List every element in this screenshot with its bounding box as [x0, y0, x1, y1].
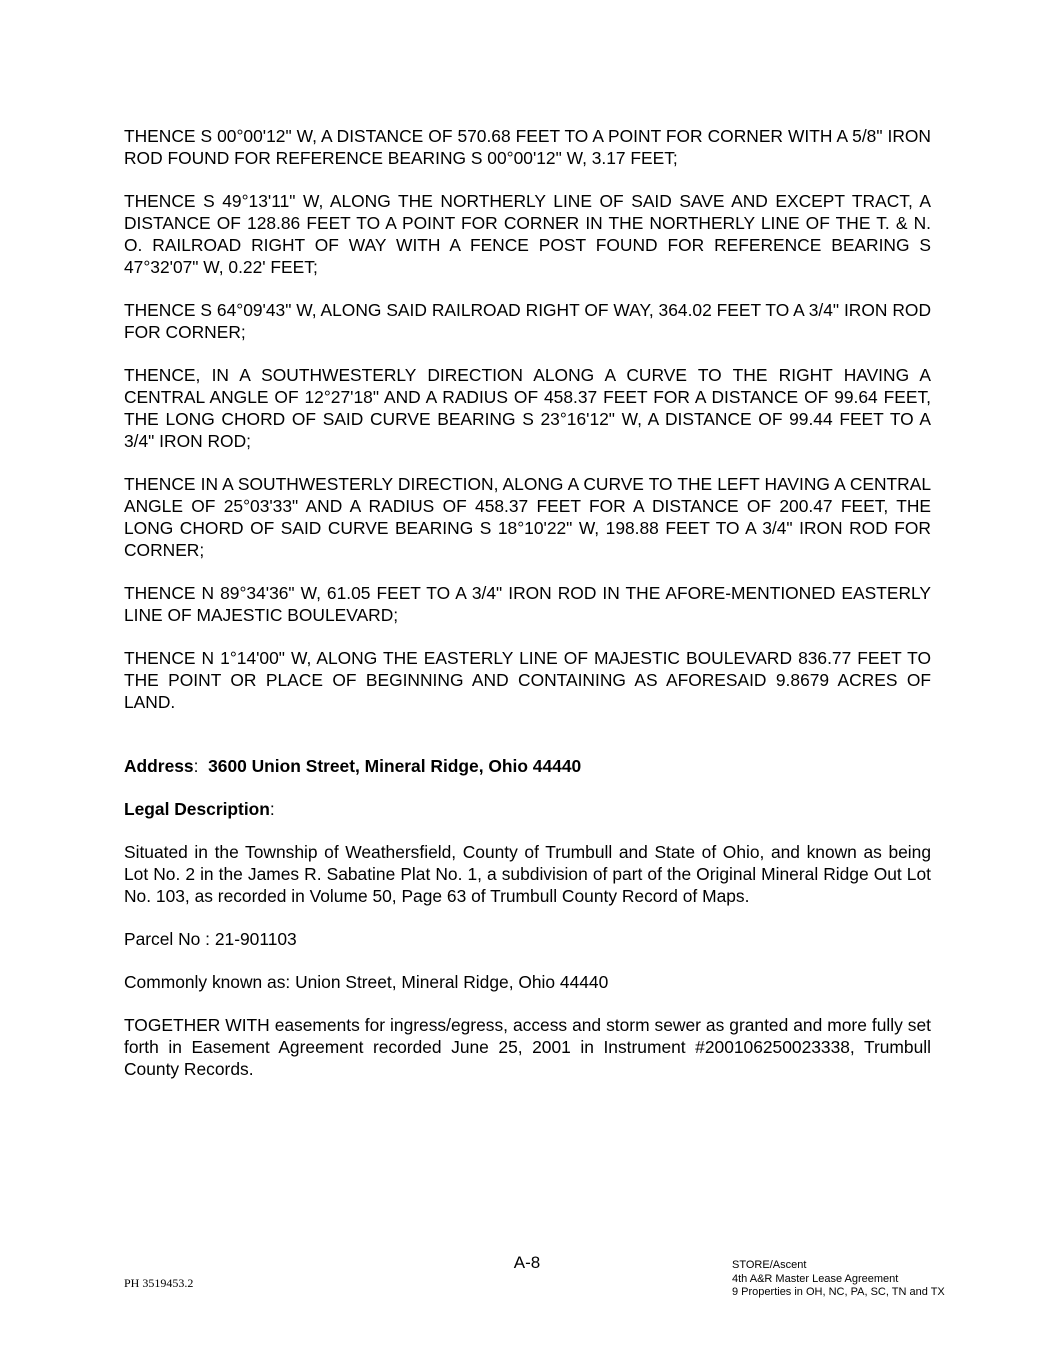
footer-line-2: 4th A&R Master Lease Agreement	[732, 1272, 899, 1285]
metes-bounds-paragraph-2: THENCE S 49°13'11" W, ALONG THE NORTHERLY LINE OF SAID SAVE AND EXCEPT TRACT, A DISTANCE OF 128.86 FEET TO A POINT FOR CORNER IN THE NORTHERLY LINE OF THE T. & N. O. RAILROAD RIGHT OF WAY WITH A FENCE POST FOUND FOR REFERENCE BEARING S 47°32'07" W, 0.22' FEET;	[124, 191, 931, 277]
section-spacer	[124, 734, 931, 755]
metes-bounds-paragraph-3: THENCE S 64°09'43" W, ALONG SAID RAILROAD RIGHT OF WAY, 364.02 FEET TO A 3/4" IRON ROD FOR CORNER;	[124, 300, 931, 342]
footer-line-1: STORE/Ascent	[732, 1259, 807, 1271]
footer-agreement-info	[732, 1259, 945, 1300]
page-number: A-8	[513, 1253, 541, 1272]
legal-description-separator: :	[269, 799, 275, 819]
document-body	[124, 125, 931, 1101]
parcel-number: Parcel No : 21-901103	[124, 929, 297, 949]
metes-bounds-paragraph-7: THENCE N 1°14'00" W, ALONG THE EASTERLY LINE OF MAJESTIC BOULEVARD 836.77 FEET TO THE POINT OR PLACE OF BEGINNING AND CONTAINING AS AFORESAID 9.8679 ACRES OF LAND.	[124, 648, 931, 712]
metes-bounds-paragraph-5: THENCE IN A SOUTHWESTERLY DIRECTION, ALONG A CURVE TO THE LEFT HAVING A CENTRAL ANGLE OF 25°03'33" AND A RADIUS OF 458.37 FEET FOR A DISTANCE OF 200.47 FEET, THE LONG CHORD OF SAID CURVE BEARING S 18°10'22" W, 198.88 FEET TO A 3/4" IRON ROD FOR CORNER;	[124, 474, 931, 560]
metes-bounds-paragraph-4: THENCE, IN A SOUTHWESTERLY DIRECTION ALONG A CURVE TO THE RIGHT HAVING A CENTRAL ANGLE OF 12°27'18" AND A RADIUS OF 458.37 FEET FOR A DISTANCE OF 99.64 FEET, THE LONG CHORD OF SAID CURVE BEARING S 23°16'12" W, A DISTANCE OF 99.44 FEET TO A 3/4" IRON ROD;	[124, 365, 931, 451]
together-with-paragraph: TOGETHER WITH easements for ingress/egress, access and storm sewer as granted and more fully set forth in Easement Agreement recorded June 25, 2001 in Instrument #200106250023338, Trumbull County Records.	[124, 1015, 931, 1079]
commonly-known-as: Commonly known as: Union Street, Mineral Ridge, Ohio 44440	[124, 972, 609, 992]
document-id: PH 3519453.2	[124, 1276, 194, 1290]
legal-description-label: Legal Description	[124, 799, 270, 819]
address-label: Address	[124, 756, 194, 776]
address-value: 3600 Union Street, Mineral Ridge, Ohio 44440	[208, 756, 582, 776]
footer-line-3: 9 Properties in OH, NC, PA, SC, TN and TX	[732, 1286, 945, 1298]
address-line	[124, 755, 931, 777]
address-separator: :	[193, 756, 199, 776]
metes-bounds-paragraph-6: THENCE N 89°34'36" W, 61.05 FEET TO A 3/4" IRON ROD IN THE AFORE-MENTIONED EASTERLY LINE OF MAJESTIC BOULEVARD;	[124, 583, 931, 625]
legal-description-text: Situated in the Township of Weathersfield, County of Trumbull and State of Ohio, and known as being Lot No. 2 in the James R. Sabatine Plat No. 1, a subdivision of part of the Original Mineral Ridge Out Lot No. 103, as recorded in Volume 50, Page 63 of Trumbull County Record of Maps.	[124, 842, 931, 906]
legal-description-heading	[124, 798, 931, 820]
metes-bounds-paragraph-1: THENCE S 00°00'12" W, A DISTANCE OF 570.68 FEET TO A POINT FOR CORNER WITH A 5/8" IRON ROD FOUND FOR REFERENCE BEARING S 00°00'12" W, 3.17 FEET;	[124, 126, 931, 168]
